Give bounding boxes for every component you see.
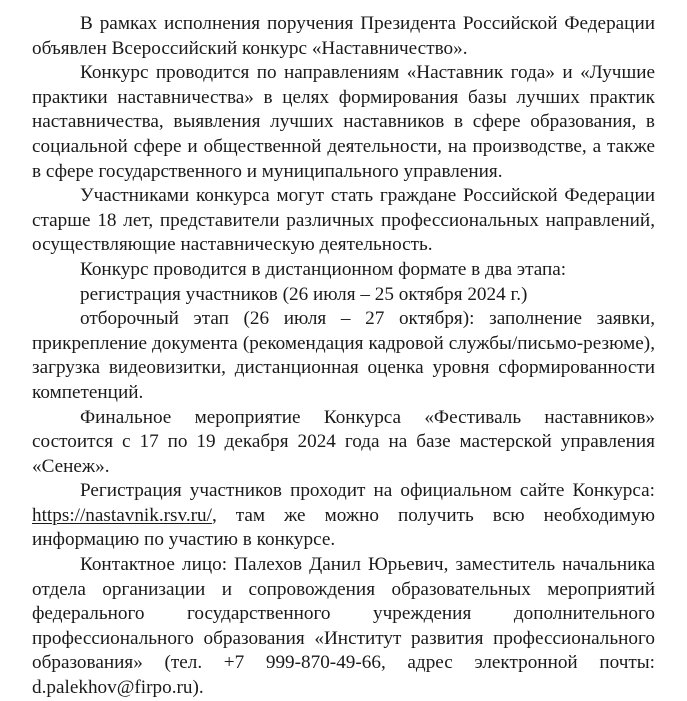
document-body bbox=[32, 12, 655, 701]
contest-website-link[interactable]: https://nastavnik.rsv.ru/ bbox=[32, 504, 212, 526]
registration-text-before: Регистрация участников проходит на официальном сайте Конкурса: bbox=[80, 480, 655, 502]
registration-text-after: , там же можно получить всю необходимую информацию по участию в конкурсе. bbox=[32, 504, 655, 551]
paragraph-participants: Участниками конкурса могут стать граждане Российской Федерации старше 18 лет, представители различных профессиональных направлений, осуществляющие наставническую деятельность. bbox=[32, 185, 655, 256]
paragraph-announcement: В рамках исполнения поручения Президента Российской Федерации объявлен Всероссийский конкурс «Наставничество». bbox=[32, 13, 655, 59]
paragraph-directions: Конкурс проводится по направлениям «Наставник года» и «Лучшие практики наставничества» в целях формирования базы лучших практик наставничества, выявления лучших наставников в сфере образования, в социальной сфере и общественной деятельности, на производстве, а также в сфере государственного и муниципального управления. bbox=[32, 62, 655, 182]
paragraph-registration-stage: регистрация участников (26 июля – 25 октября 2024 г.) bbox=[80, 283, 528, 305]
paragraph-selection-stage: отборочный этап (26 июля – 27 октября): заполнение заявки, прикрепление документа (рекомендация кадровой службы/письмо-резюме), загрузка видеовизитки, дистанционная оценка уровня сформированности компетенций. bbox=[32, 308, 655, 403]
paragraph-format: Конкурс проводится в дистанционном формате в два этапа: bbox=[80, 258, 567, 280]
paragraph-registration-site bbox=[32, 479, 655, 553]
paragraph-final-event: Финальное мероприятие Конкурса «Фестиваль наставников» состоится с 17 по 19 декабря 2024 года на базе мастерской управления «Сенеж». bbox=[32, 406, 655, 477]
paragraph-contact: Контактное лицо: Палехов Данил Юрьевич, заместитель начальника отдела организации и сопровождения образовательных мероприятий федерального государственного учреждения дополнительного профессионального образования «Институт развития профессионального образования» (тел. +7 999-870-49-66, адрес электронной почты: d.palekhov@firpo.ru). bbox=[32, 554, 655, 699]
